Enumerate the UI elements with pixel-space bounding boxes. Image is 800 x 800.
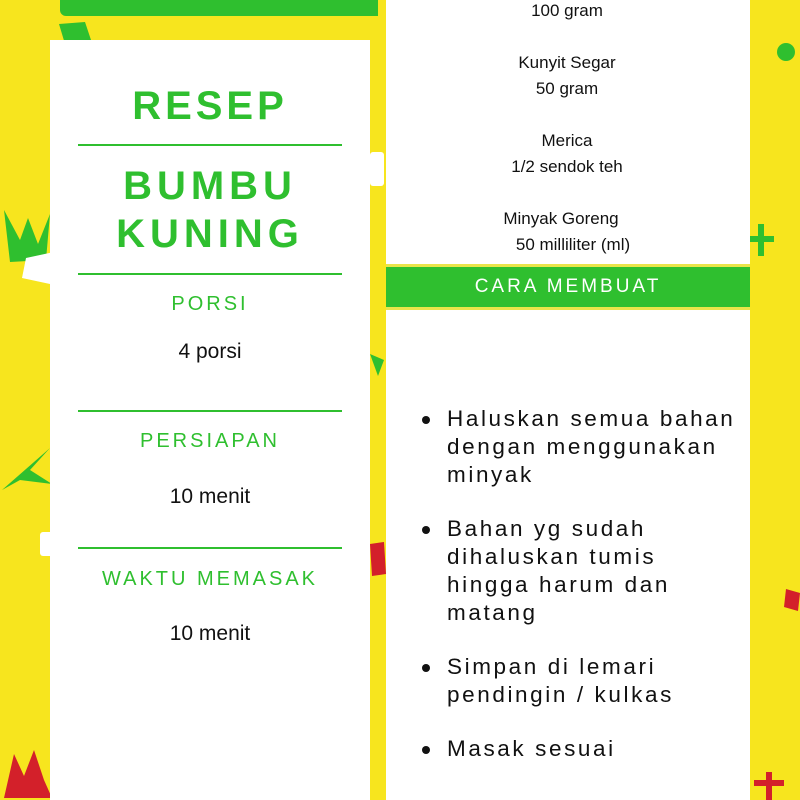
title-line-resep: RESEP	[132, 84, 288, 128]
bullet-icon	[422, 416, 430, 424]
method-step	[418, 653, 748, 709]
method-step-text: Haluskan semua bahan dengan menggunakan minyak	[447, 406, 736, 487]
ingredient-amount: 50 milliliter (ml)	[515, 235, 631, 254]
ingredient-amount: 100 gram	[531, 1, 603, 20]
method-step	[418, 515, 748, 627]
method-step-text: Masak sesuai	[447, 736, 616, 761]
method-step-text: Bahan yg sudah dihaluskan tumis hingga harum dan matang	[447, 516, 670, 625]
divider	[78, 547, 342, 549]
porsi-label: PORSI	[171, 293, 249, 315]
ingredient-amount: 50 gram	[535, 79, 599, 98]
ingredient-name: Minyak Goreng	[503, 209, 619, 228]
title-line-kuning: KUNING	[116, 212, 304, 256]
decor-white-shape-center	[368, 150, 388, 190]
divider	[78, 273, 342, 275]
top-green-bar	[60, 0, 378, 16]
ingredient-name: Merica	[541, 131, 593, 150]
recipe-summary-card	[50, 40, 370, 800]
decor-green-dot-right	[776, 42, 796, 62]
ingredient-amount: 1/2 sendok teh	[511, 157, 623, 176]
divider	[78, 410, 342, 412]
decor-green-shape-center	[368, 350, 388, 380]
decor-red-cross-bottom-right	[752, 770, 788, 800]
method-step-text: Simpan di lemari pendingin / kulkas	[447, 654, 674, 707]
waktu-memasak-label: WAKTU MEMASAK	[101, 568, 319, 590]
persiapan-value: 10 menit	[169, 485, 251, 508]
bullet-icon	[422, 664, 430, 672]
title-line-bumbu: BUMBU	[123, 164, 297, 208]
cara-membuat-heading: CARA MEMBUAT	[386, 264, 750, 310]
method-step	[418, 735, 748, 763]
method-step	[418, 405, 748, 489]
bullet-icon	[422, 746, 430, 754]
decor-red-blob-right	[782, 585, 800, 615]
decor-red-shape-bottom-left	[0, 740, 55, 800]
bullet-icon	[422, 526, 430, 534]
decor-green-spikes-left	[0, 440, 55, 500]
porsi-value: 4 porsi	[178, 340, 242, 363]
divider	[78, 144, 342, 146]
persiapan-label: PERSIAPAN	[140, 430, 280, 452]
decor-red-blob-center	[368, 540, 388, 580]
method-steps-list	[418, 405, 748, 789]
ingredient-name: Kunyit Segar	[518, 53, 616, 72]
waktu-memasak-value: 10 menit	[169, 622, 251, 645]
